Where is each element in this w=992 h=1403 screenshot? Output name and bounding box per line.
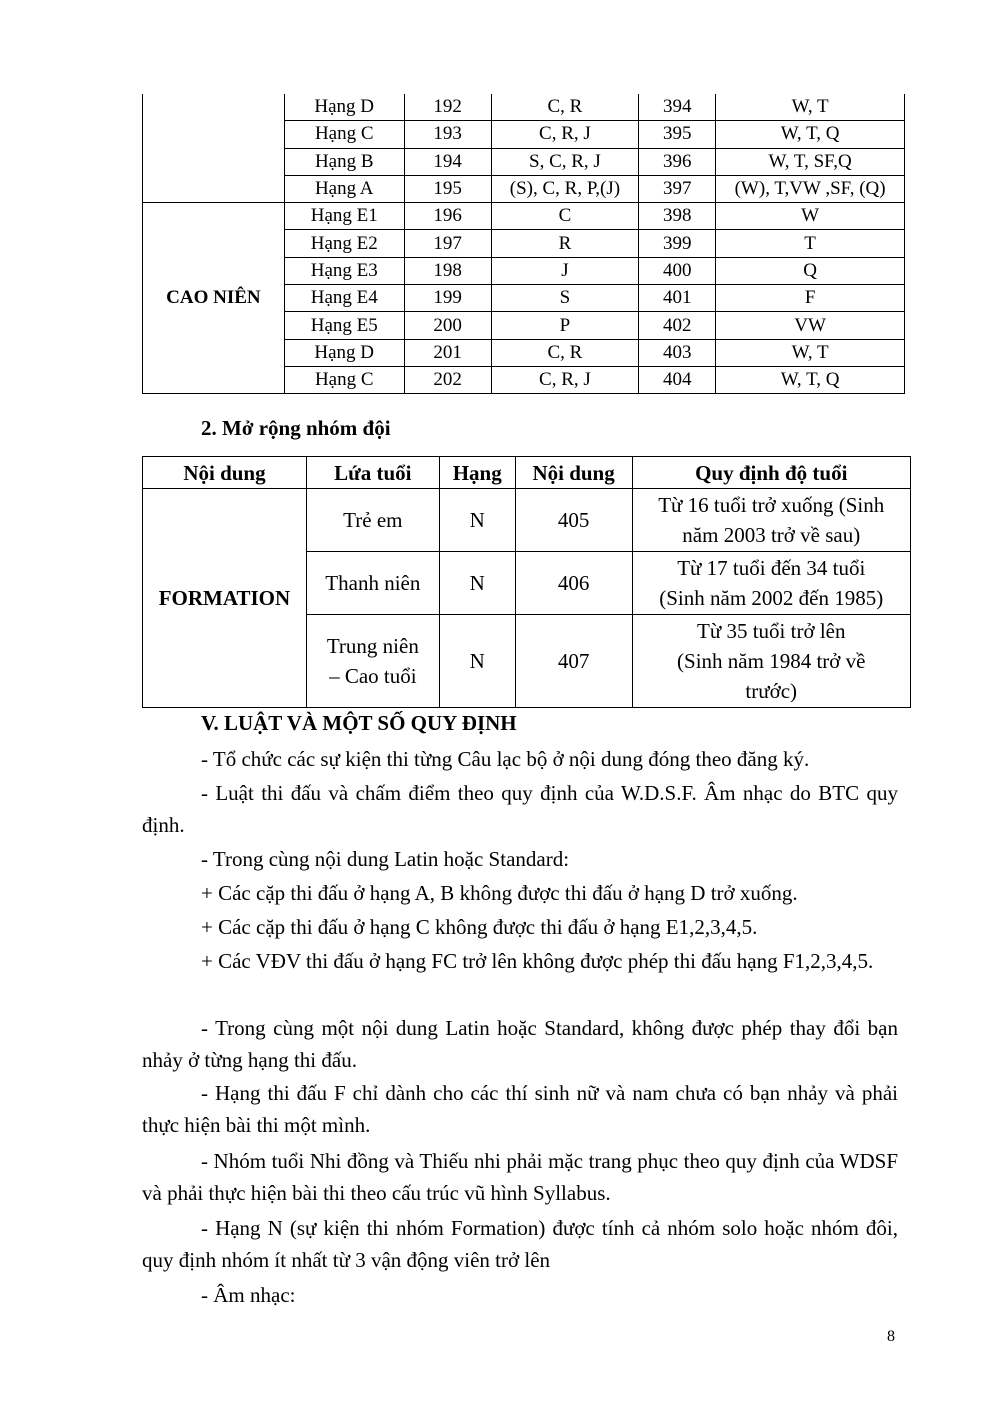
hang-cell: Hạng C	[284, 121, 404, 148]
standard-code-cell: 403	[639, 339, 716, 366]
group-formation: FORMATION	[143, 489, 307, 708]
table-row	[143, 489, 911, 552]
hang-cell: Hạng E5	[284, 312, 404, 339]
latin-code-cell: 193	[404, 121, 491, 148]
latin-dances-cell: R	[491, 230, 639, 257]
hang-cell: Hạng B	[284, 148, 404, 175]
rule-line: (Sinh năm 2002 đến 1985)	[659, 586, 884, 610]
hang-cell: Hạng C	[284, 366, 404, 393]
age-cell: Trẻ em	[306, 489, 439, 552]
hang-cell: Hạng A	[284, 175, 404, 202]
hang-cell: N	[439, 489, 515, 552]
code-cell: 406	[515, 552, 632, 615]
standard-dances-cell: W, T, SF,Q	[716, 148, 905, 175]
rule-cell	[632, 489, 911, 552]
latin-dances-cell: C	[491, 203, 639, 230]
hang-cell: Hạng D	[284, 94, 404, 121]
page-number: 8	[887, 1328, 895, 1345]
latin-code-cell: 196	[404, 203, 491, 230]
paragraph: - Âm nhạc:	[201, 1283, 296, 1307]
rule-cell	[632, 552, 911, 615]
latin-code-cell: 199	[404, 285, 491, 312]
header-noi-dung-code: Nội dung	[515, 457, 632, 489]
standard-dances-cell: W	[716, 203, 905, 230]
paragraph: - Hạng thi đấu F chỉ dành cho các thí sinh nữ và nam chưa có bạn nhảy và phải thực hiện bài thi một mình.	[142, 1081, 898, 1137]
standard-dances-cell: VW	[716, 312, 905, 339]
paragraph: - Trong cùng nội dung Latin hoặc Standard:	[201, 847, 570, 871]
code-cell: 407	[515, 615, 632, 708]
standard-dances-cell: Q	[716, 257, 905, 284]
standard-code-cell: 395	[639, 121, 716, 148]
standard-dances-cell: F	[716, 285, 905, 312]
header-quy-dinh: Quy định độ tuổi	[632, 457, 911, 489]
standard-dances-cell: W, T, Q	[716, 121, 905, 148]
standard-dances-cell: W, T	[716, 94, 905, 121]
table-row	[143, 203, 905, 230]
rule-line: năm 2003 trở về sau)	[682, 523, 861, 547]
age-line: Trung niên	[326, 634, 419, 658]
hang-cell: N	[439, 552, 515, 615]
paragraph: - Luật thi đấu và chấm điểm theo quy định của W.D.S.F. Âm nhạc do BTC quy định.	[142, 781, 898, 837]
latin-code-cell: 194	[404, 148, 491, 175]
group-cell-empty	[143, 94, 285, 203]
latin-code-cell: 195	[404, 175, 491, 202]
standard-code-cell: 397	[639, 175, 716, 202]
paragraph: + Các cặp thi đấu ở hạng C không được thi đấu ở hạng E1,2,3,4,5.	[201, 915, 758, 939]
paragraph: - Tổ chức các sự kiện thi từng Câu lạc bộ ở nội dung đóng theo đăng ký.	[201, 747, 810, 771]
standard-code-cell: 401	[639, 285, 716, 312]
standard-dances-cell: W, T, Q	[716, 366, 905, 393]
latin-code-cell: 202	[404, 366, 491, 393]
rule-line: Từ 16 tuổi trở xuống (Sinh	[658, 493, 885, 517]
header-noi-dung: Nội dung	[143, 457, 307, 489]
latin-dances-cell: S	[491, 285, 639, 312]
standard-code-cell: 402	[639, 312, 716, 339]
latin-code-cell: 192	[404, 94, 491, 121]
latin-dances-cell: S, C, R, J	[491, 148, 639, 175]
age-cell	[306, 615, 439, 708]
latin-dances-cell: (S), C, R, P,(J)	[491, 175, 639, 202]
latin-dances-cell: C, R	[491, 339, 639, 366]
formation-table	[142, 456, 911, 708]
standard-code-cell: 400	[639, 257, 716, 284]
section-5-title: V. LUẬT VÀ MỘT SỐ QUY ĐỊNH	[201, 711, 517, 735]
latin-code-cell: 200	[404, 312, 491, 339]
standard-code-cell: 404	[639, 366, 716, 393]
hang-cell: Hạng E4	[284, 285, 404, 312]
category-table-1	[142, 94, 905, 394]
paragraph: + Các cặp thi đấu ở hạng A, B không được thi đấu ở hạng D trở xuống.	[201, 881, 798, 905]
rule-cell	[632, 615, 911, 708]
paragraph: + Các VĐV thi đấu ở hạng FC trở lên không được phép thi đấu hạng F1,2,3,4,5.	[201, 949, 874, 973]
table-header-row	[143, 457, 911, 489]
latin-code-cell: 197	[404, 230, 491, 257]
hang-cell: Hạng E3	[284, 257, 404, 284]
latin-dances-cell: P	[491, 312, 639, 339]
age-line: – Cao tuổi	[329, 664, 417, 688]
standard-dances-cell: W, T	[716, 339, 905, 366]
group-cao-nien: CAO NIÊN	[143, 203, 285, 394]
paragraph: - Hạng N (sự kiện thi nhóm Formation) được tính cả nhóm solo hoặc nhóm đôi, quy định nhóm ít nhất từ 3 vận động viên trở lên	[142, 1216, 898, 1272]
standard-code-cell: 398	[639, 203, 716, 230]
header-hang: Hạng	[439, 457, 515, 489]
hang-cell: Hạng D	[284, 339, 404, 366]
paragraph: - Trong cùng một nội dung Latin hoặc Standard, không được phép thay đổi bạn nhảy ở từng hạng thi đấu.	[142, 1016, 898, 1072]
latin-dances-cell: C, R, J	[491, 366, 639, 393]
hang-cell: Hạng E2	[284, 230, 404, 257]
hang-cell: N	[439, 615, 515, 708]
code-cell: 405	[515, 489, 632, 552]
standard-code-cell: 396	[639, 148, 716, 175]
section-2-title: 2. Mở rộng nhóm đội	[201, 416, 391, 440]
standard-dances-cell: (W), T,VW ,SF, (Q)	[716, 175, 905, 202]
latin-dances-cell: C, R, J	[491, 121, 639, 148]
standard-code-cell: 394	[639, 94, 716, 121]
rule-line: Từ 17 tuổi đến 34 tuổi	[677, 556, 866, 580]
paragraph: - Nhóm tuổi Nhi đồng và Thiếu nhi phải mặc trang phục theo quy định của WDSF và phải thực hiện bài thi theo cấu trúc vũ hình Syllabus.	[142, 1149, 898, 1205]
rule-line: trước)	[745, 679, 798, 703]
latin-code-cell: 198	[404, 257, 491, 284]
latin-dances-cell: C, R	[491, 94, 639, 121]
rule-line: Từ 35 tuổi trở lên	[697, 619, 846, 643]
latin-dances-cell: J	[491, 257, 639, 284]
standard-dances-cell: T	[716, 230, 905, 257]
header-lua-tuoi: Lứa tuổi	[306, 457, 439, 489]
standard-code-cell: 399	[639, 230, 716, 257]
table-row	[143, 94, 905, 121]
rule-line: (Sinh năm 1984 trở về	[677, 649, 866, 673]
hang-cell: Hạng E1	[284, 203, 404, 230]
age-cell: Thanh niên	[306, 552, 439, 615]
latin-code-cell: 201	[404, 339, 491, 366]
